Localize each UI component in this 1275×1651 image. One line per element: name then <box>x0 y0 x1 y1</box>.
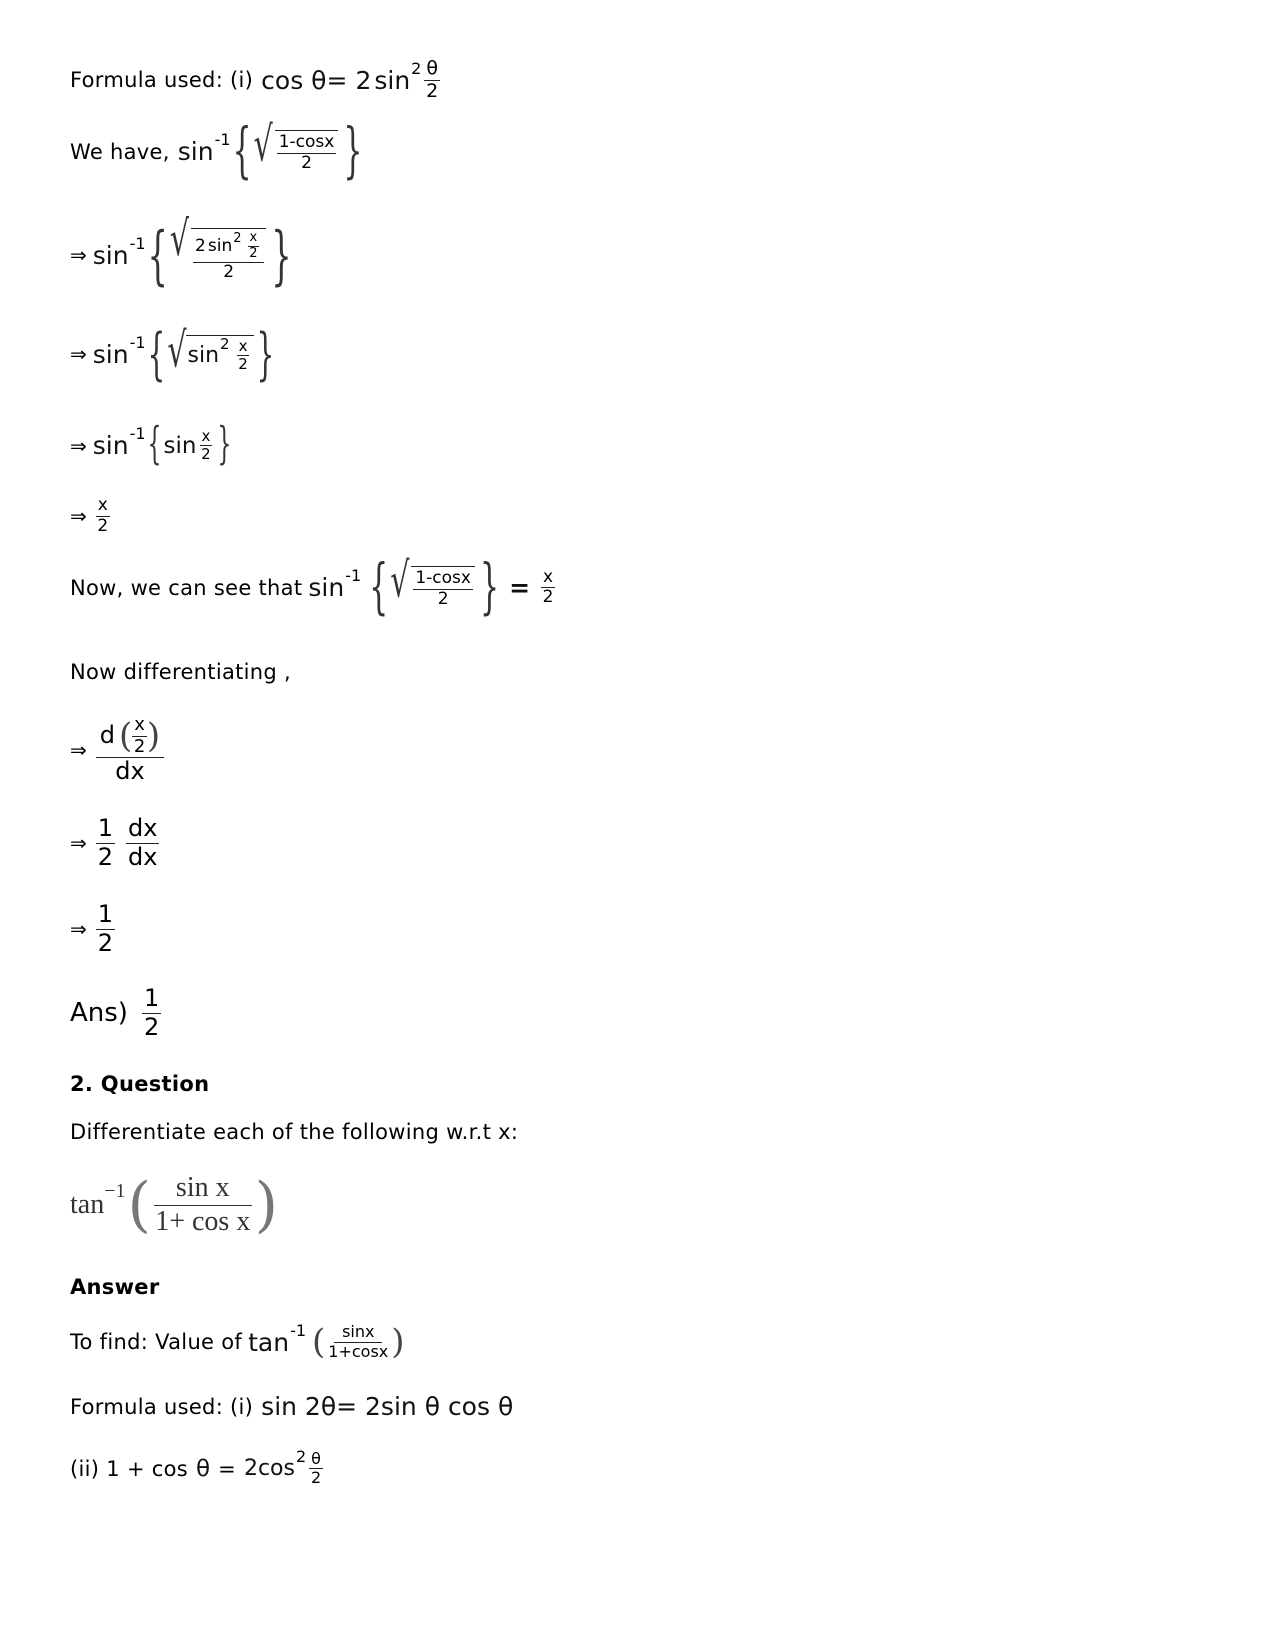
answer-line <box>70 985 164 1041</box>
formula-fn: sin <box>374 65 411 95</box>
implies-icon: ⇒ <box>70 831 87 856</box>
sqrt: √ 2 sin 2 $\frac{x}{2}$ 2 <box>170 228 269 282</box>
formula-line-1 <box>70 58 443 103</box>
right-brace: } <box>256 321 275 388</box>
differentiating-line <box>70 660 291 684</box>
implies-icon: ⇒ <box>70 433 87 458</box>
formula-i-label: Formula used: (i) <box>70 1394 254 1419</box>
formula-lhs: cos θ= <box>261 65 348 95</box>
power: −1 <box>104 1179 126 1202</box>
fn-sin: sin <box>308 573 345 603</box>
implies-icon: ⇒ <box>70 738 87 763</box>
fn-sin: sin <box>92 240 129 270</box>
diff-step-1: ⇒ d ( $\frac{x}{2}$ ) dx <box>70 715 167 786</box>
step-2 <box>70 321 276 388</box>
power: -1 <box>214 130 231 150</box>
formula-i-expr: sin 2θ= 2sin θ cos θ <box>261 1392 514 1421</box>
question-heading: 2. Question <box>70 1072 210 1096</box>
left-brace: { <box>369 552 389 623</box>
answer-label: Ans) <box>70 998 128 1029</box>
implies-icon: ⇒ <box>70 243 87 268</box>
formula-ii-line: (ii) 1 + cos θ = 2cos 2 $\frac{\theta}{2}$ <box>70 1447 322 1488</box>
to-find-label: To find: Value of <box>70 1330 243 1354</box>
sqrt: √ sin 2 $\frac{x}{2}$ <box>167 335 254 374</box>
left-brace: { <box>232 116 252 187</box>
diff-step-2: ⇒ $\frac{1}{2}$ $\frac{dx}{dx}$ <box>70 814 158 871</box>
left-brace: { <box>147 217 168 294</box>
step-1 <box>70 211 294 294</box>
radical-icon: √ <box>169 211 190 268</box>
question-2-heading <box>70 1072 209 1096</box>
fn-sin: sin <box>177 137 214 167</box>
we-have-line <box>70 116 364 187</box>
answer-heading-text: Answer <box>70 1275 160 1299</box>
to-find-line: To find: Value of tan -1 ( $\frac{\sin x}{1+\cos x}$ ) <box>70 1320 405 1362</box>
left-brace: { <box>147 420 162 471</box>
formula-label: Formula used: (i) <box>70 68 254 93</box>
formula-ii-label: (ii) 1 + cos <box>70 1456 188 1481</box>
power: -1 <box>345 566 362 586</box>
question-prompt: Differentiate each of the following w.r.t x: <box>70 1120 519 1144</box>
step-3: ⇒ sin -1 { sin $\frac{x}{2}$ } <box>70 420 232 471</box>
sqrt: √ $\frac{1-\cos x}{2}$ <box>390 566 478 609</box>
right-brace: } <box>479 552 500 623</box>
fn-tan: tan <box>70 1189 105 1220</box>
fn-tan: tan <box>248 1327 290 1357</box>
right-brace: } <box>271 217 292 294</box>
implies-icon: ⇒ <box>70 917 87 942</box>
right-brace: } <box>343 116 363 187</box>
right-brace: } <box>217 420 232 471</box>
power: -1 <box>129 233 146 253</box>
diff-step-3: ⇒ $\frac{1}{2}$ <box>70 900 114 957</box>
power: -1 <box>129 424 146 444</box>
formula-power: 2 <box>411 58 422 78</box>
radical-icon: √ <box>253 117 273 174</box>
implies-icon: ⇒ <box>70 342 87 367</box>
formula-fraction: $\frac{\theta}{2}$ <box>426 57 439 102</box>
formula-coef: 2 <box>355 65 372 95</box>
answer-heading <box>70 1275 160 1299</box>
radical-icon: √ <box>390 553 410 610</box>
conclusion-label: Now, we can see that <box>70 575 303 600</box>
radical-icon: √ <box>167 323 187 380</box>
conclusion-line: Now, we can see that sin -1 { √ $\frac{1-\cos x}{2}$ } = $\frac{x}{2}$ <box>70 552 554 623</box>
sqrt: √ $\frac{1-\cos x}{2}$ <box>254 130 342 173</box>
formula-i-line <box>70 1392 513 1421</box>
step-4: ⇒ $\frac{x}{2}$ <box>70 495 109 536</box>
left-brace: { <box>147 321 166 388</box>
answer-value: $\frac{1}{2}$ <box>143 984 160 1041</box>
implies-icon: ⇒ <box>70 504 87 529</box>
question-2-expression: tan −1 ( $\frac{\text{sin x}}{\text{1+ cos x}}$ ) <box>70 1170 279 1240</box>
fn-sin: sin <box>92 339 129 369</box>
power: -1 <box>129 332 146 352</box>
differentiating-label: Now differentiating , <box>70 660 291 684</box>
power: -1 <box>290 1320 307 1340</box>
we-have-label: We have, <box>70 139 170 164</box>
question-2-prompt <box>70 1120 518 1144</box>
fn-sin: sin <box>92 431 129 461</box>
